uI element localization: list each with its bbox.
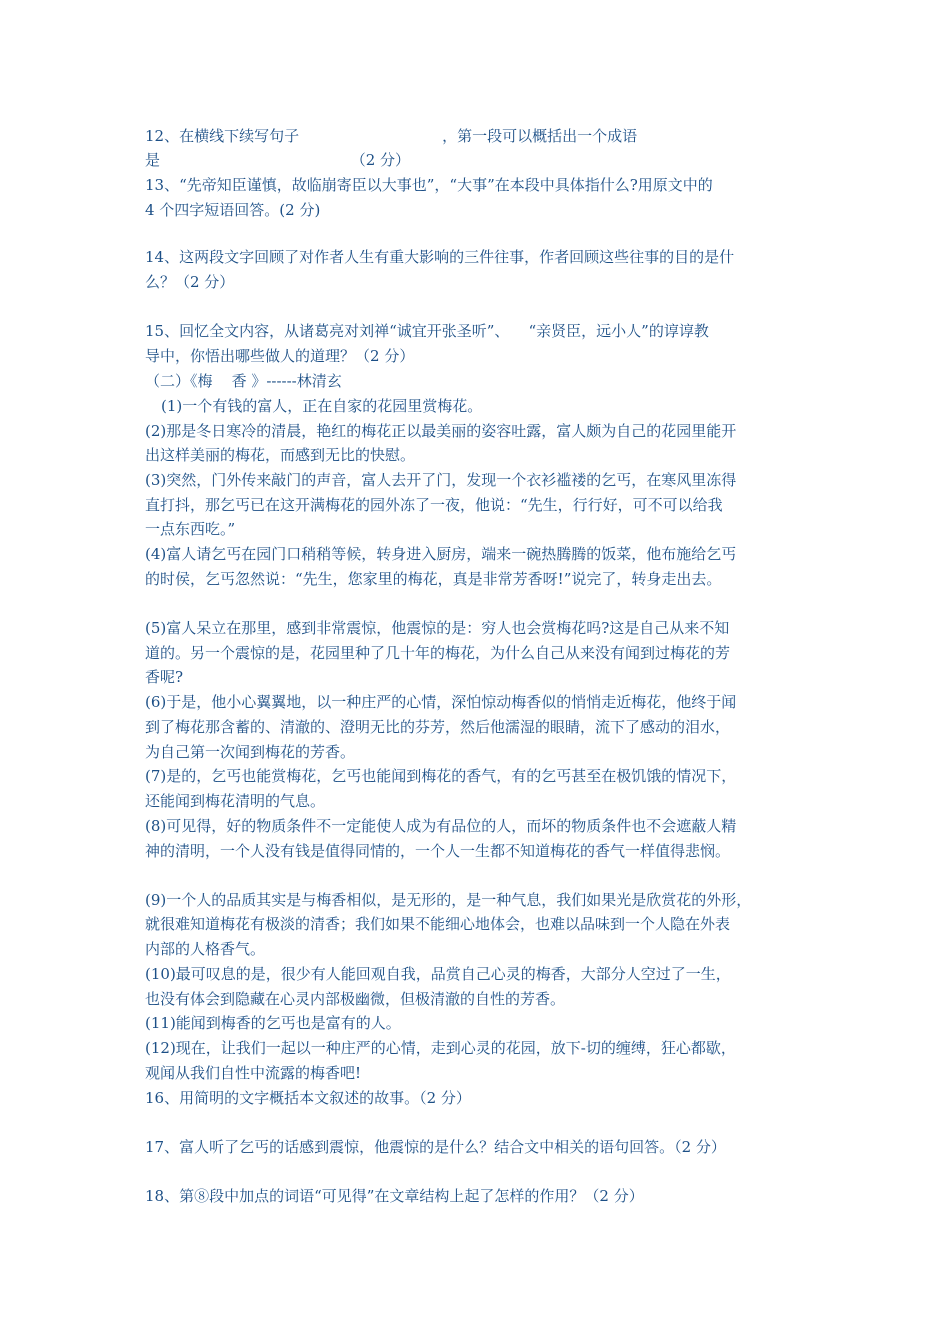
q13-line-2: 4 个四字短语回答。(2 分)	[145, 201, 321, 219]
paragraph-7-line-2: 还能闻到梅花清明的气息。	[145, 792, 326, 810]
q14-line-2: 么？（2 分）	[145, 273, 235, 291]
paragraph-12-line-2: 观闻从我们自性中流露的梅香吧!	[145, 1064, 362, 1082]
q12-line-2: 是 （2 分）	[145, 151, 411, 169]
paragraph-8-line-2: 神的清明，一个人没有钱是值得同情的，一个人一生都不知道梅花的香气一样值得悲悯。	[145, 842, 731, 860]
paragraph-9-line-1: (9)一个人的品质其实是与梅香相似，是无形的，是一种气息，我们如果光是欣赏花的外形，	[145, 891, 752, 909]
paragraph-6-line-1: (6)于是，他小心翼翼地，以一种庄严的心情，深怕惊动梅香似的悄悄走近梅花，他终于闻	[145, 693, 737, 711]
paragraph-4-line-1: (4)富人请乞丐在园门口稍稍等候，转身进入厨房，端来一碗热腾腾的饭菜，他布施给乞丐	[145, 545, 737, 563]
paragraph-1: (1)一个有钱的富人，正在自家的花园里赏梅花。	[161, 397, 483, 415]
paragraph-12-line-1: (12)现在，让我们一起以一种庄严的心情，走到心灵的花园，放下-切的缠缚，狂心都歇，	[145, 1039, 736, 1057]
q12-line-1: 12、在横线下续写句子 ，第一段可以概括出一个成语	[145, 127, 638, 145]
q16: 16、用简明的文字概括本文叙述的故事。（2 分）	[145, 1089, 471, 1107]
paragraph-11: (11)能闻到梅香的乞丐也是富有的人。	[145, 1014, 401, 1032]
paragraph-9-line-3: 内部的人格香气。	[145, 940, 266, 958]
paragraph-2-line-2: 出这样美丽的梅花，而感到无比的快慰。	[145, 446, 416, 464]
paragraph-5-line-3: 香呢?	[145, 668, 184, 686]
q15-line-1: 15、回忆全文内容，从诸葛亮对刘禅“诚宜开张圣听”、 “亲贤臣，远小人”的谆谆教	[145, 322, 709, 340]
paragraph-4-line-2: 的时侯，乞丐忽然说：“先生，您家里的梅花，真是非常芳香呀!”说完了，转身走出去。	[145, 570, 722, 588]
q13-line-1: 13、“先帝知臣谨慎，故临崩寄臣以大事也”，“大事”在本段中具体指什么?用原文中的	[145, 176, 713, 194]
q14-line-1: 14、这两段文字回顾了对作者人生有重大影响的三件往事，作者回顾这些往事的目的是什	[145, 248, 735, 266]
paragraph-9-line-2: 就很难知道梅花有极淡的清香；我们如果不能细心地体会，也难以品味到一个人隐在外表	[145, 915, 731, 933]
paragraph-6-line-3: 为自己第一次闻到梅花的芳香。	[145, 743, 356, 761]
q18: 18、第⑧段中加点的词语“可见得”在文章结构上起了怎样的作用？（2 分）	[145, 1187, 644, 1205]
paragraph-5-line-1: (5)富人呆立在那里，感到非常震惊，他震惊的是：穷人也会赏梅花吗?这是自己从来不知	[145, 619, 730, 637]
paragraph-8-line-1: (8)可见得，好的物质条件不一定能使人成为有品位的人，而坏的物质条件也不会遮蔽人精	[145, 817, 737, 835]
paragraph-3-line-2: 直打抖，那乞丐已在这开满梅花的园外冻了一夜，他说：“先生，行行好，可不可以给我	[145, 496, 723, 514]
section-title: （二）《梅 香 》------林清玄	[145, 372, 342, 390]
paragraph-6-line-2: 到了梅花那含蓄的、清澈的、澄明无比的芬芳，然后他濡湿的眼睛，流下了感动的泪水，	[145, 718, 731, 736]
paragraph-2-line-1: (2)那是冬日寒冷的清晨，艳红的梅花正以最美丽的姿容吐露，富人颇为自己的花园里能开	[145, 422, 737, 440]
paragraph-7-line-1: (7)是的，乞丐也能赏梅花，乞丐也能闻到梅花的香气，有的乞丐甚至在极饥饿的情况下，	[145, 767, 737, 785]
paragraph-3-line-1: (3)突然，门外传来敲门的声音，富人去开了门，发现一个衣衫褴褛的乞丐，在寒风里冻得	[145, 471, 737, 489]
q15-line-2: 导中，你悟出哪些做人的道理？（2 分）	[145, 347, 415, 365]
paragraph-5-line-2: 道的。另一个震惊的是，花园里种了几十年的梅花，为什么自己从来没有闻到过梅花的芳	[145, 644, 731, 662]
paragraph-10-line-1: (10)最可叹息的是，很少有人能回观自我，品赏自己心灵的梅香，大部分人空过了一生，	[145, 965, 731, 983]
paragraph-3-line-3: 一点东西吃。”	[145, 520, 236, 538]
paragraph-10-line-2: 也没有体会到隐藏在心灵内部极幽微，但极清澈的自性的芳香。	[145, 990, 566, 1008]
q17: 17、富人听了乞丐的话感到震惊，他震惊的是什么？结合文中相关的语句回答。（2 分）	[145, 1138, 726, 1156]
